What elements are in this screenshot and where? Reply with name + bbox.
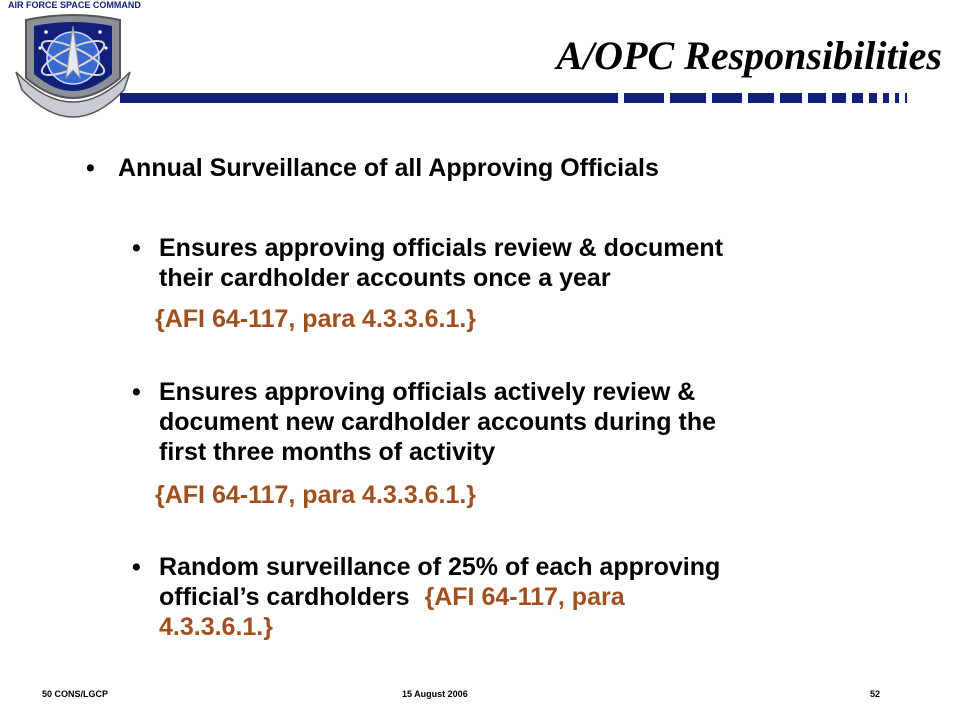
footer-page-number: 52 (870, 689, 881, 699)
slide-title: A/OPC Responsibilities (556, 33, 942, 78)
sub-bullet-2-reference: {AFI 64-117, para 4.3.3.6.1.} (155, 481, 477, 509)
sub-bullet-1-line-1: Ensures approving officials review & document (159, 234, 724, 262)
logo-text: AIR FORCE SPACE COMMAND (8, 0, 141, 10)
sub-bullet-2-line-2: document new cardholder accounts during the (159, 408, 717, 436)
sub-bullet-3-line-2-reference: {AFI 64-117, para (424, 583, 625, 611)
sub-bullet-2-line-3: first three months of activity (159, 438, 496, 466)
sub-bullet-3-line-1: Random surveillance of 25% of each approving (159, 553, 721, 581)
sub-bullet-3-symbol: • (132, 553, 141, 581)
main-bullet-text: Annual Surveillance of all Approving Officials (118, 154, 659, 182)
main-bullet-symbol: • (86, 154, 95, 182)
footer-date: 15 August 2006 (402, 689, 468, 699)
sub-bullet-1-symbol: • (132, 234, 141, 262)
sub-bullet-1-line-2: their cardholder accounts once a year (159, 264, 611, 292)
sub-bullet-3-line-3-reference: 4.3.3.6.1.} (159, 613, 273, 641)
sub-bullet-1-reference: {AFI 64-117, para 4.3.3.6.1.} (155, 305, 477, 333)
sub-bullet-2-symbol: • (132, 378, 141, 406)
sub-bullet-3-line-2-text: official’s cardholders (159, 583, 410, 611)
sub-bullet-3-line-2 (159, 583, 625, 612)
sub-bullet-2-line-1: Ensures approving officials actively review & (159, 378, 696, 406)
footer-organization: 50 CONS/LGCP (42, 689, 109, 699)
